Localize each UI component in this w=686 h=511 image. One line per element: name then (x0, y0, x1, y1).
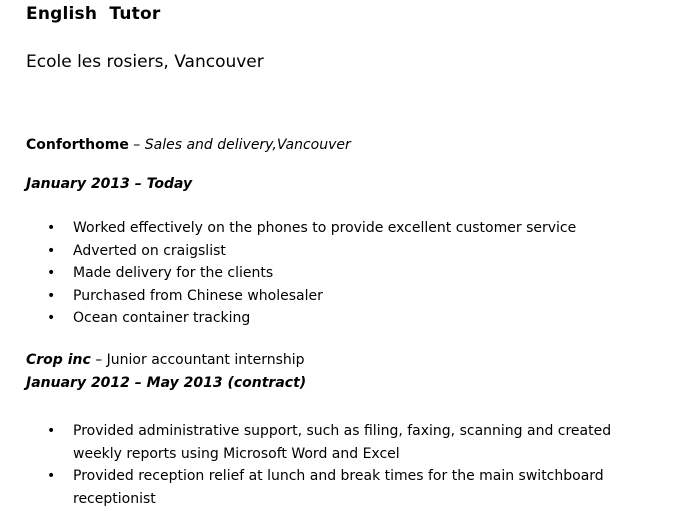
job-2-heading (26, 352, 305, 368)
job-2-dates: January 2012 – May 2013 (contract) (26, 375, 307, 391)
list-item-text: Provided reception relief at lunch and break times for the main switchboard receptionist (73, 468, 604, 507)
bullet-icon: • (47, 310, 56, 326)
bullet-icon: • (47, 242, 56, 259)
list-item (0, 262, 640, 285)
job-2-separator: – (90, 352, 107, 368)
list-item-text: Ocean container tracking (73, 310, 251, 326)
job-1-bullet-list (0, 217, 640, 330)
list-item (0, 240, 640, 263)
list-item (0, 285, 640, 308)
list-item (0, 465, 623, 510)
job-title-heading: English Tutor (26, 4, 161, 24)
list-item-text: Worked effectively on the phones to provide excellent customer service (73, 220, 577, 236)
list-item-text: Adverted on craigslist (73, 242, 226, 259)
workplace-subtitle: Ecole les rosiers, Vancouver (26, 52, 264, 72)
job-1-separator: – (128, 137, 145, 153)
job-1-dates: January 2013 – Today (26, 176, 193, 192)
job-1-heading (26, 137, 351, 153)
job-2-bullet-list (0, 420, 640, 510)
list-item-text: Provided administrative support, such as filing, faxing, scanning and created weekly reports using Microsoft Word and Excel (73, 423, 612, 462)
list-item-text: Purchased from Chinese wholesaler (73, 287, 323, 304)
job-2-employer: Crop inc (26, 352, 91, 368)
list-item (0, 420, 623, 465)
bullet-icon: • (47, 220, 56, 236)
bullet-icon: • (47, 287, 56, 304)
bullet-icon: • (47, 265, 56, 281)
job-1-role: Sales and delivery,Vancouver (144, 137, 351, 153)
bullet-icon: • (47, 468, 56, 484)
list-item-text: Made delivery for the clients (73, 265, 274, 281)
bullet-icon: • (47, 423, 56, 439)
job-2-role: Junior accountant internship (106, 352, 305, 368)
list-item (0, 307, 640, 330)
list-item (0, 217, 640, 240)
job-1-employer: Conforthome (26, 137, 129, 153)
